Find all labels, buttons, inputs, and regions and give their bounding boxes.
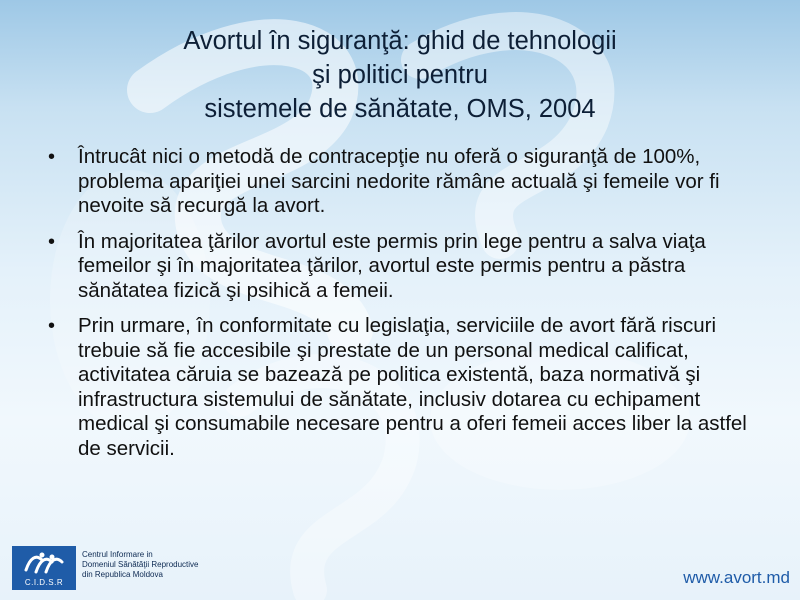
bullet-item-2 [48,230,760,304]
cidsr-logo-icon [12,548,76,576]
bullet-icon: • [48,315,56,337]
bullet-text-2: În majoritatea ţărilor avortul este permis prin lege pentru a salva viaţa femeilor şi în majoritatea ţărilor, avortul este permis pentru a păstra sănătatea fizică şi psihică a femeii. [78,229,706,302]
organization-name-line-2: Domeniul Sănătăţii Reproductive [82,560,199,569]
cidsr-logo [12,546,76,590]
slide-title-line-2: şi politici pentru [312,61,488,89]
bullet-item-3 [48,314,760,461]
website-url: www.avort.md [683,568,790,587]
logo-text: C.I.D.S.R [24,578,64,587]
bullet-text-3: Prin urmare, în conformitate cu legislaţia, serviciile de avort fără riscuri trebuie să fie accesibile şi prestate de un personal medical calificat, activitatea căruia se bazează pe politica existentă, baza normativă şi infrastructura sistemului de sănătate, inclusiv dotarea cu echipament medical şi consumabile necesare pentru a oferi femeii acces liber la astfel de servicii. [78,314,747,460]
bullet-text-1: Întrucât nici o metodă de contracepţie nu oferă o siguranţă de 100%, problema apariţiei unei sarcini nedorite rămâne actuală şi femeile vor fi nevoite să recurgă la avort. [78,145,720,217]
bullet-item-1 [48,145,760,219]
slide-title [60,24,740,126]
slide-title-line-1: Avortul în siguranţă: ghid de tehnologii [183,27,617,55]
organization-name [82,550,252,580]
organization-name-line-3: din Republica Moldova [82,570,163,579]
bullet-icon: • [48,230,56,253]
slide-title-line-3: sistemele de sănătate, OMS, 2004 [204,95,596,123]
organization-name-line-1: Centrul Informare in [82,550,153,559]
bullet-list [48,145,760,472]
bullet-icon: • [48,146,56,168]
